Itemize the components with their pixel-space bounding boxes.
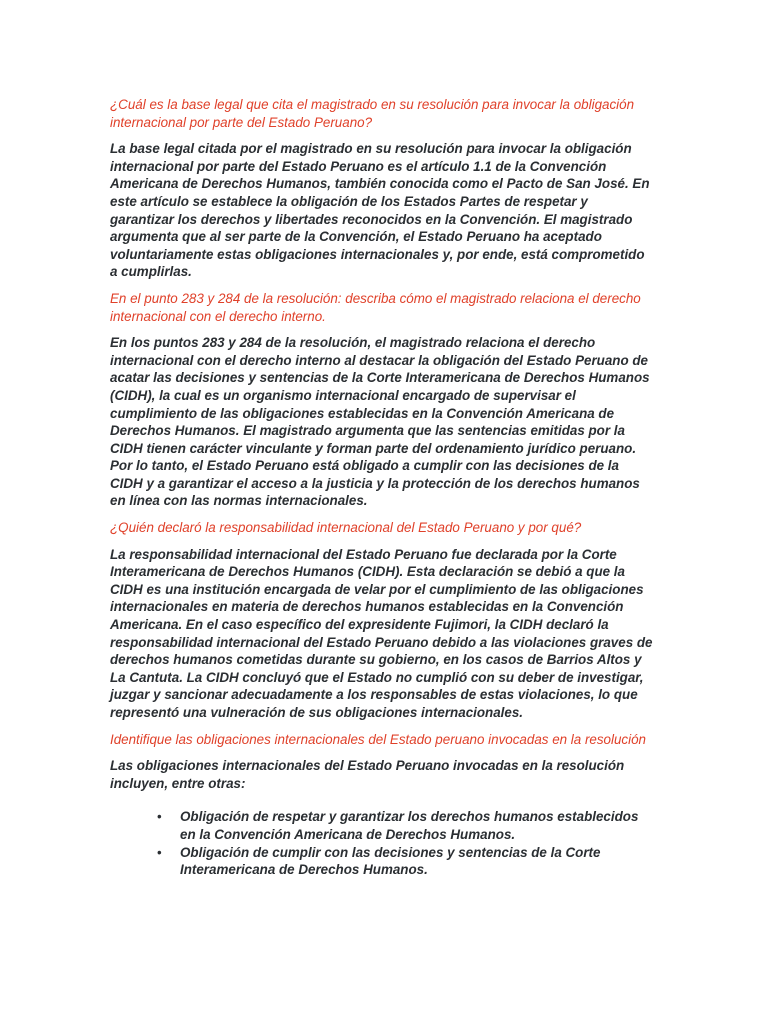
question-1: ¿Cuál es la base legal que cita el magistrado en su resolución para invocar la obligación internacional por parte del Estado Peruano?: [110, 97, 635, 130]
list-item: [157, 844, 655, 879]
list-item-text: Obligación de cumplir con las decisiones y sentencias de la Corte Interamericana de Derechos Humanos.: [180, 844, 601, 878]
list-item: [157, 808, 655, 843]
question-3: ¿Quién declaró la responsabilidad internacional del Estado Peruano y por qué?: [110, 520, 582, 536]
bullet-icon: •: [157, 844, 162, 860]
list-item-text: Obligación de respetar y garantizar los derechos humanos establecidos en la Convención Americana de Derechos Humanos.: [180, 809, 639, 842]
question-2: En el punto 283 y 284 de la resolución: describa cómo el magistrado relaciona el derecho internacional con el derecho interno.: [110, 290, 641, 324]
answer-3: La responsabilidad internacional del Estado Peruano fue declarada por la Corte Interamericana de Derechos Humanos (CIDH). Esta declaración se debió a que la CIDH es una institución encargada de velar por el cumplimiento de las obligaciones internacionales en materia de derechos humanos establecidas en la Convención Americana. En el caso específico del expresidente Fujimori, la CIDH declaró la responsabilidad internacional del Estado Peruano debido a las violaciones graves de derechos humanos cometidas durante su gobierno, en los casos de Barrios Altos y La Cantuta. La CIDH concluyó que el Estado no cumplió con su deber de investigar, juzgar y sancionar adecuadamente a los responsables de estas violaciones, lo que representó una vulneración de sus obligaciones internacionales.: [110, 546, 653, 720]
answer-4: Las obligaciones internacionales del Estado Peruano invocadas en la resolución incluyen, entre otras:: [110, 758, 625, 791]
answer-2: En los puntos 283 y 284 de la resolución, el magistrado relaciona el derecho internacional con el derecho interno al destacar la obligación del Estado Peruano de acatar las decisiones y sentencias de la Corte Interamericana de Derechos Humanos (CIDH), la cual es un organismo internacional encargado de supervisar el cumplimiento de las obligaciones establecidas en la Convención Americana de Derechos Humanos. El magistrado argumenta que las sentencias emitidas por la CIDH tienen carácter vinculante y forman parte del ordenamiento jurídico peruano. Por lo tanto, el Estado Peruano está obligado a cumplir con las decisiones de la CIDH y a garantizar el acceso a la justicia y la protección de los derechos humanos en línea con las normas internacionales.: [110, 335, 650, 509]
bullet-icon: •: [157, 809, 162, 825]
question-4: Identifique las obligaciones internacionales del Estado peruano invocadas en la resolución: [110, 731, 646, 747]
obligations-list: [110, 808, 655, 878]
document-page: [110, 96, 655, 879]
answer-1: La base legal citada por el magistrado en su resolución para invocar la obligación internacional por parte del Estado Peruano es el artículo 1.1 de la Convención Americana de Derechos Humanos, también conocida como el Pacto de San José. En este artículo se establece la obligación de los Estados Partes de respetar y garantizar los derechos y libertades reconocidos en la Convención. El magistrado argumenta que al ser parte de la Convención, el Estado Peruano ha aceptado voluntariamente estas obligaciones internacionales y, por ende, está comprometido a cumplirlas.: [110, 141, 650, 280]
